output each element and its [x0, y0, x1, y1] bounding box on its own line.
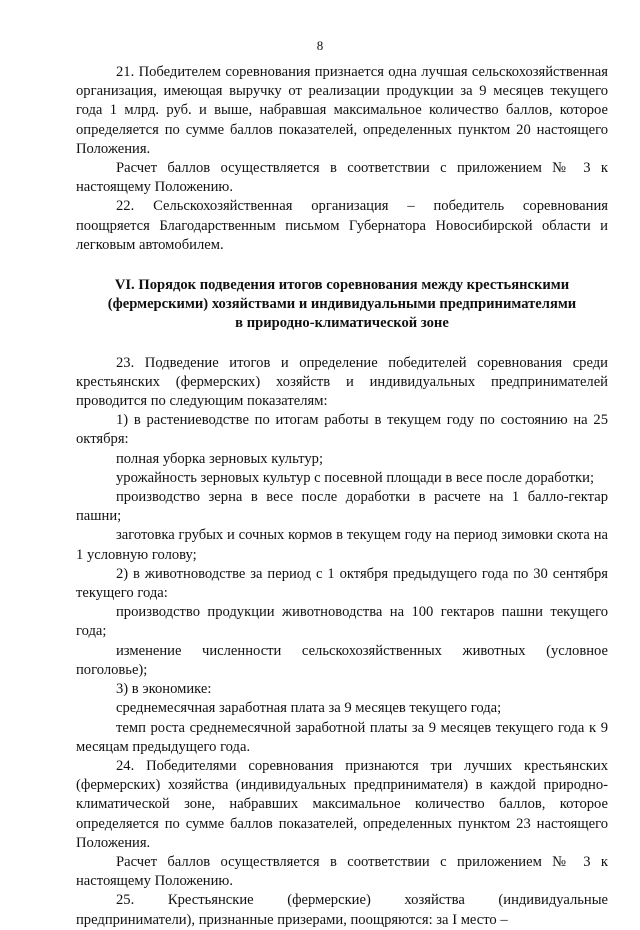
section-heading-line-3: в природно-климатической зоне — [235, 315, 449, 332]
section-heading-line-1: VI. Порядок подведения итогов соревнования между крестьянскими — [114, 277, 570, 294]
paragraph-24: 24. Победителями соревнования признаются три лучших крестьянских (фермерских) хозяйства (индивидуальных предпринимателя) в каждой природно-климатической зоне, набравших максимальное количество баллов, которое определяется по сумме баллов показателей, определенных пунктом 23 настоящего Положения. — [76, 757, 608, 851]
list-item-grain-harvest: полная уборка зерновых культур; — [116, 450, 324, 467]
list-item-grain-yield: урожайность зерновых культур с посевной площади в весе после доработки; — [116, 469, 595, 486]
section-heading-line-2: (фермерскими) хозяйствами и индивидуальными предпринимателями — [107, 296, 577, 313]
page-number: 8 — [316, 38, 324, 53]
list-item-grain-output: производство зерна в весе после доработки в расчете на 1 балло-гектар пашни; — [76, 489, 608, 525]
list-item-forage: заготовка грубых и сочных кормов в текущем году на период зимовки скота на 1 условную голову; — [76, 527, 608, 563]
paragraph-21: 21. Победителем соревнования признается одна лучшая сельскохозяйственная организация, имеющая выручку от реализации продукции за 9 месяцев текущего года 1 млрд. руб. и выше, набравшая максимальное количество баллов, которое определяется по сумме баллов показателей, определенных пунктом 20 настоящего Положения. — [76, 64, 608, 157]
paragraph-25: 25. Крестьянские (фермерские) хозяйства (индивидуальные предприниматели), признанные призерами, поощряются: за I место – — [76, 892, 608, 928]
list-item-herd-change: изменение численности сельскохозяйственных животных (условное поголовье); — [76, 642, 608, 678]
list-item-livestock-output: производство продукции животноводства на 100 гектаров пашни текущего года; — [76, 604, 608, 640]
paragraph-23: 23. Подведение итогов и определение победителей соревнования среди крестьянских (фермерских) хозяйств и индивидуальных предпринимателей проводится по следующим показателям: — [76, 354, 608, 410]
list-item-crop-production: 1) в растениеводстве по итогам работы в текущем году по состоянию на 25 октября: — [76, 412, 608, 448]
list-item-average-wage: среднемесячная заработная плата за 9 месяцев текущего года; — [116, 700, 502, 717]
paragraph-22: 22. Сельскохозяйственная организация – победитель соревнования поощряется Благодарственным письмом Губернатора Новосибирской области и легковым автомобилем. — [76, 198, 608, 253]
list-item-livestock: 2) в животноводстве за период с 1 октября предыдущего года по 30 сентября текущего года: — [76, 565, 608, 602]
document-body — [76, 63, 608, 930]
paragraph-24-calculation: Расчет баллов осуществляется в соответствии с приложением № 3 к настоящему Положению. — [76, 853, 608, 890]
list-item-wage-growth: темп роста среднемесячной заработной платы за 9 месяцев текущего года к 9 месяцам предыдущего года. — [76, 719, 608, 755]
list-item-economy: 3) в экономике: — [116, 681, 212, 698]
section-heading — [76, 276, 608, 334]
paragraph-21-calculation: Расчет баллов осуществляется в соответствии с приложением № 3 к настоящему Положению. — [76, 160, 608, 196]
